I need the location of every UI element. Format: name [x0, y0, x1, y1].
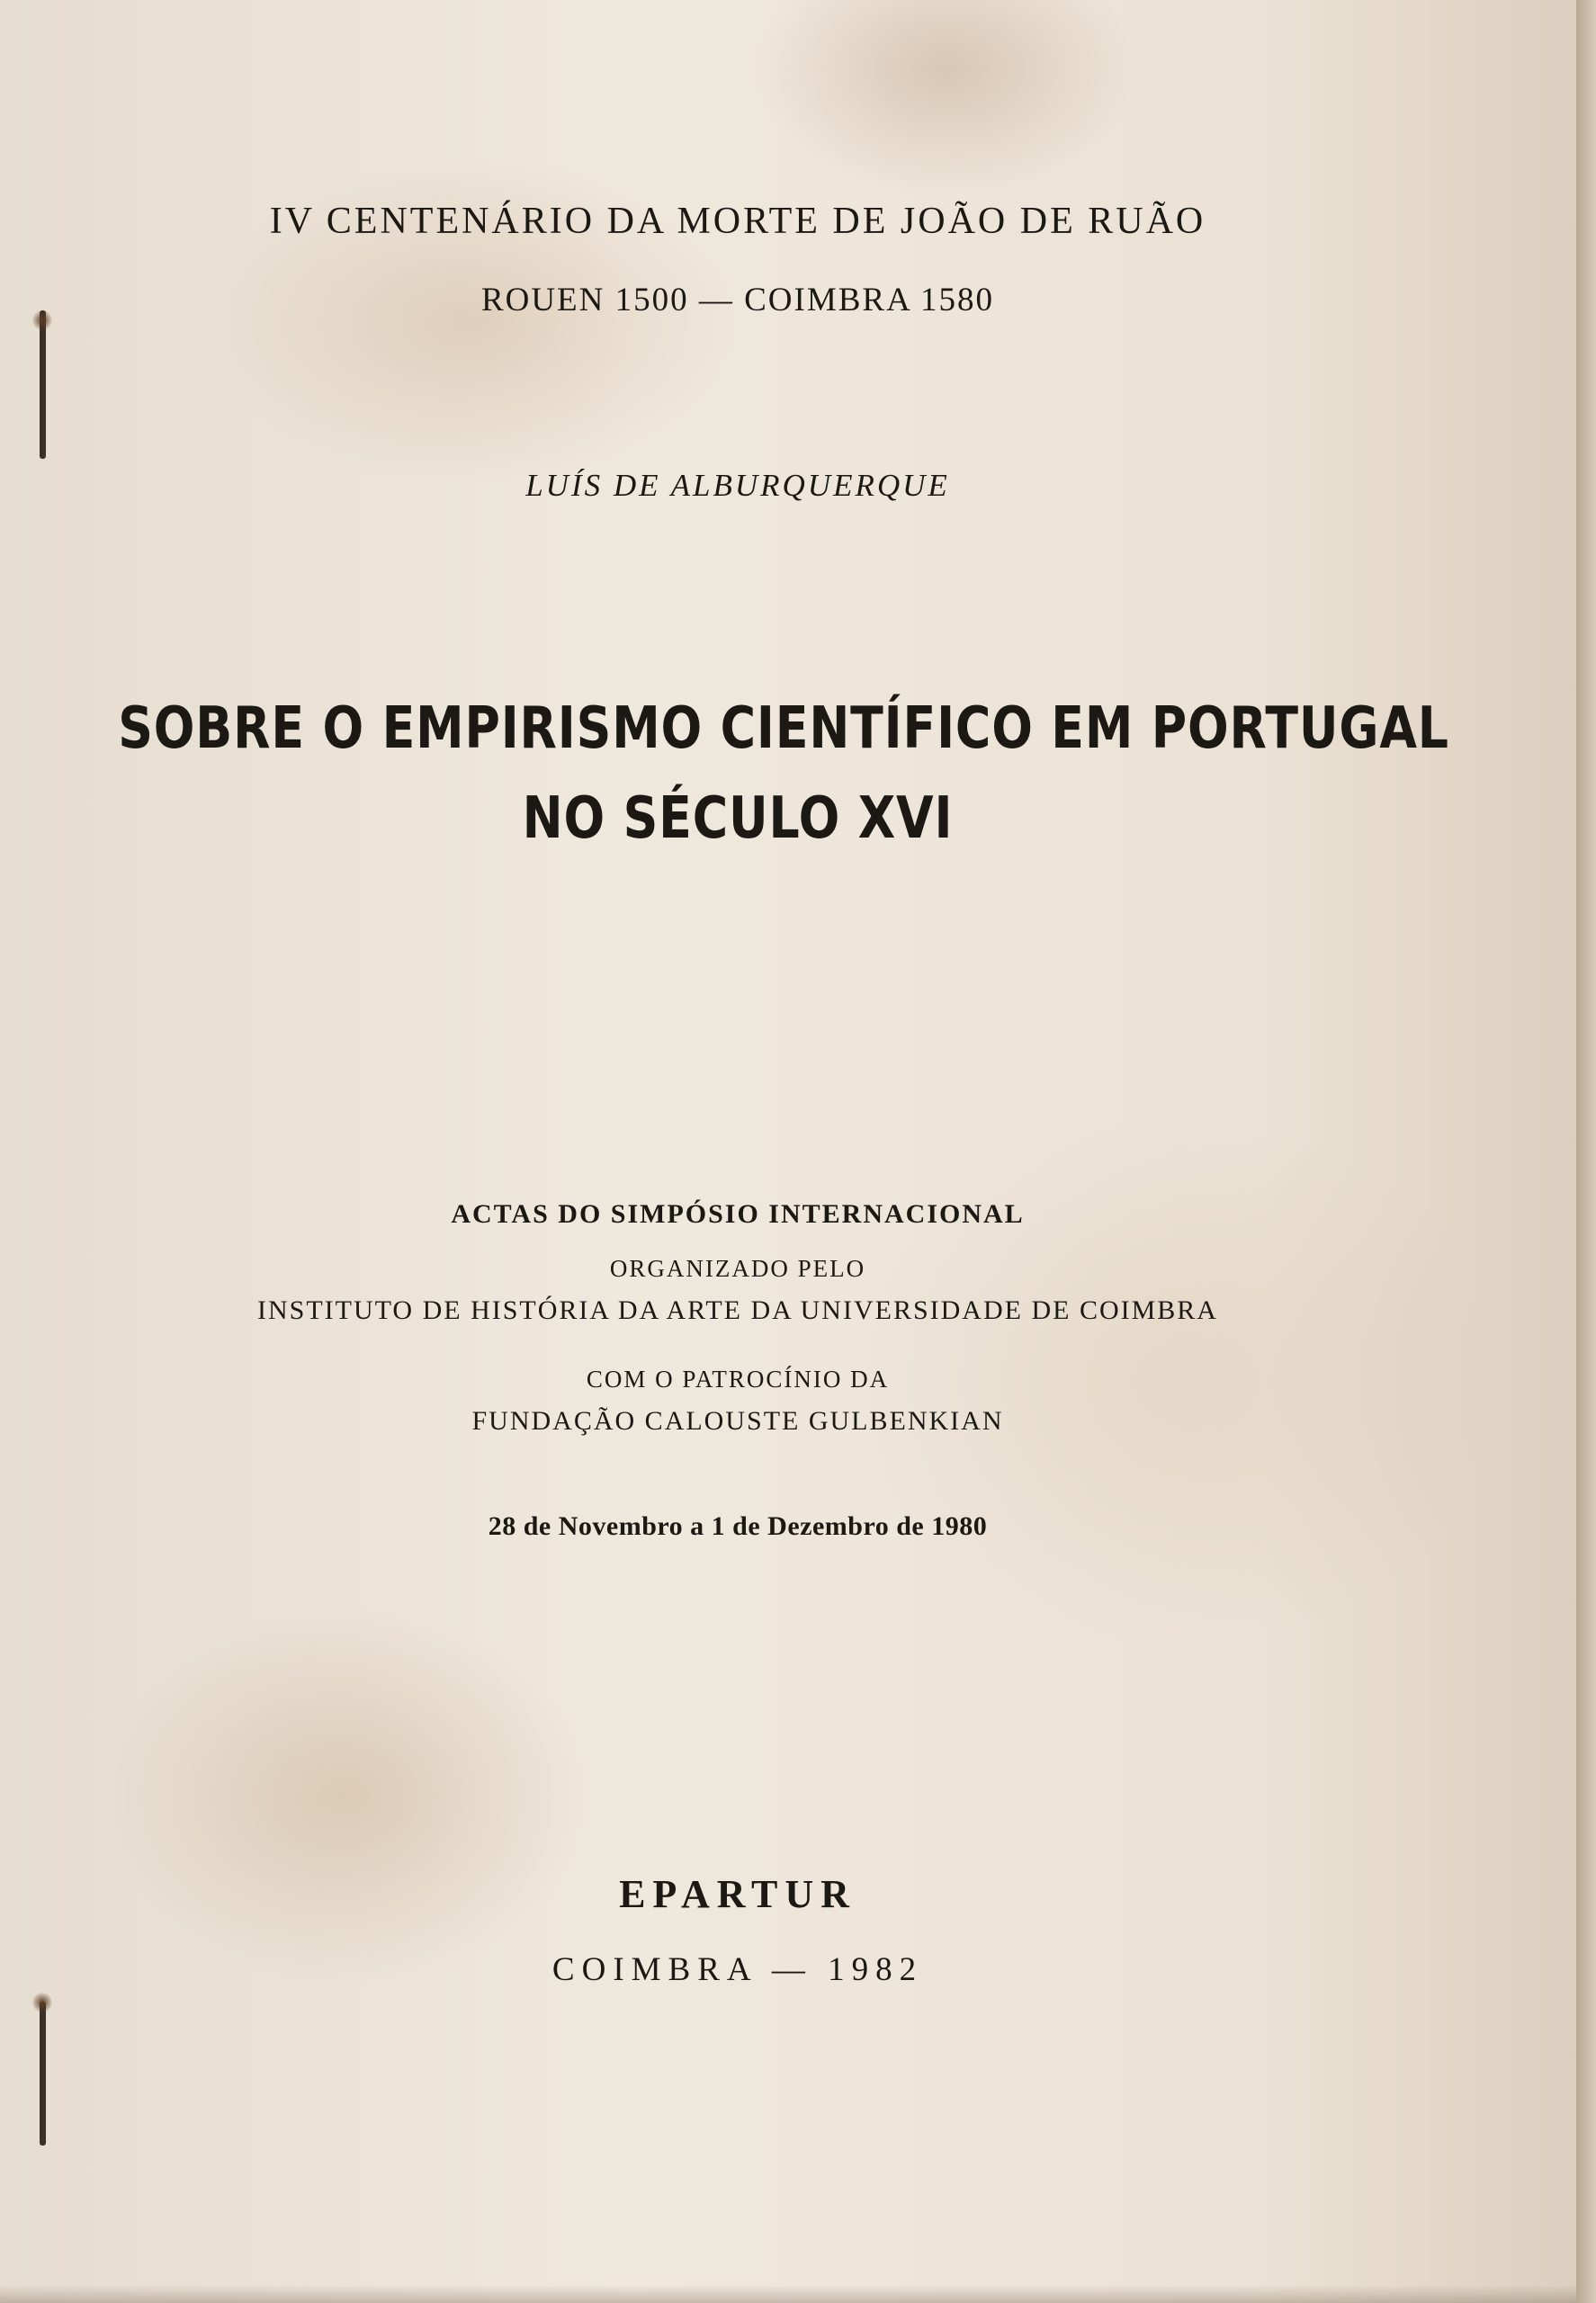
title-line-1: SOBRE O EMPIRISMO CIENTÍFICO EM PORTUGAL [118, 695, 1449, 762]
dates-heading: ROUEN 1500 — COIMBRA 1580 [480, 282, 995, 318]
foundation-name: FUNDAÇÃO CALOUSTE GULBENKIAN [471, 1406, 1004, 1436]
title-line-2: NO SÉCULO XVI [522, 785, 954, 852]
acts-heading: ACTAS DO SIMPÓSIO INTERNACIONAL [451, 1199, 1025, 1229]
page-right-edge [1576, 0, 1596, 2303]
staple-bottom [40, 2002, 46, 2146]
institute-name: INSTITUTO DE HISTÓRIA DA ARTE DA UNIVERSIDADE DE COIMBRA [257, 1295, 1218, 1325]
page-bottom-shadow [0, 2285, 1576, 2303]
publisher-name: EPARTUR [619, 1872, 856, 1916]
rust-mark-bottom [32, 1993, 52, 2012]
organized-by: ORGANIZADO PELO [609, 1255, 866, 1282]
sponsorship-label: COM O PATROCÍNIO DA [586, 1366, 890, 1393]
staple-top [40, 310, 46, 459]
centenary-heading: IV CENTENÁRIO DA MORTE DE JOÃO DE RUÃO [269, 201, 1206, 242]
symposium-dates: 28 de Novembro a 1 de Dezembro de 1980 [488, 1511, 988, 1541]
author-name: LUÍS DE ALBURQUERQUE [525, 468, 950, 503]
publication-place-year: COIMBRA — 1982 [551, 1951, 924, 1988]
